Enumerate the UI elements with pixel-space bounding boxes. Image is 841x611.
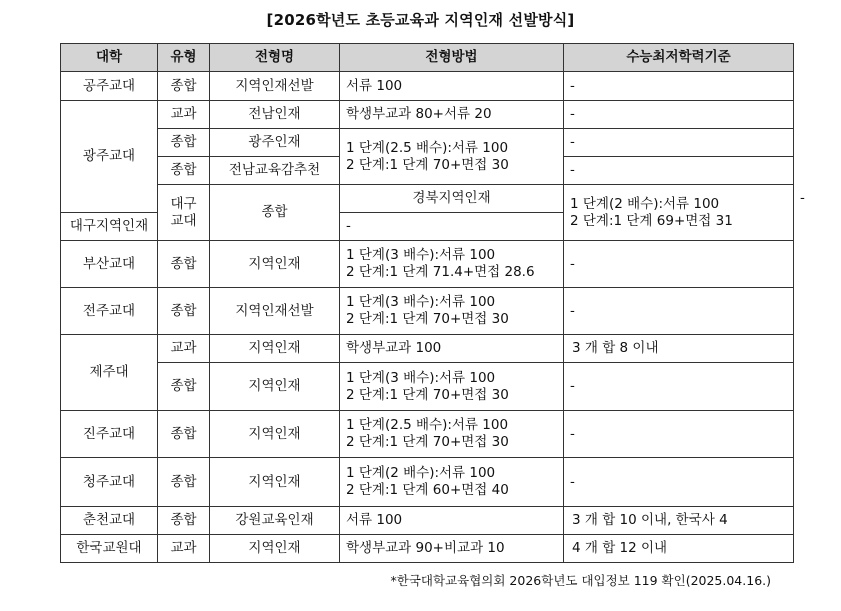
method-line-1: 1 단계(2.5 배수):서류 100	[346, 417, 509, 433]
method-cell	[340, 363, 564, 411]
method-cell: 서류 100	[340, 507, 564, 535]
type-cell: 종합	[158, 129, 210, 157]
table-row	[61, 288, 794, 335]
method-cell: 학생부교과 80+서류 20	[340, 101, 564, 129]
admission-name-cell: 전남교육감추천	[210, 157, 340, 185]
method-line-1: 1 단계(3 배수):서류 100	[346, 294, 496, 310]
table-row	[61, 129, 794, 157]
method-cell	[340, 241, 564, 288]
table-row	[61, 458, 794, 507]
method-cell: 서류 100	[340, 72, 564, 101]
method-cell	[340, 129, 564, 185]
university-cell: 제주대	[61, 335, 158, 411]
university-cell: 청주교대	[61, 458, 158, 507]
admission-name-cell: 지역인재선발	[210, 288, 340, 335]
university-cell: 전주교대	[61, 288, 158, 335]
university-cell: 공주교대	[61, 72, 158, 101]
table-row	[61, 507, 794, 535]
table-row	[61, 363, 794, 411]
university-cell: 진주교대	[61, 411, 158, 458]
csat-cell: 3 개 합 8 이내	[564, 335, 794, 363]
method-line-1: 1 단계(2.5 배수):서류 100	[346, 139, 509, 156]
table-row	[61, 241, 794, 288]
header-university: 대학	[61, 44, 158, 72]
csat-cell: -	[564, 72, 794, 101]
method-line-2: 2 단계:1 단계 70+면접 30	[346, 156, 509, 173]
csat-cell: -	[564, 157, 794, 185]
method-line-1: 1 단계(3 배수):서류 100	[346, 369, 496, 386]
header-csat-minimum: 수능최저학력기준	[564, 44, 794, 72]
admission-name-cell: 경북지역인재	[340, 185, 564, 213]
admission-name-cell: 지역인재	[210, 335, 340, 363]
csat-cell: -	[564, 241, 794, 288]
type-cell: 교과	[158, 101, 210, 129]
method-cell	[340, 411, 564, 458]
type-cell: 종합	[158, 363, 210, 411]
admission-name-cell: 광주인재	[210, 129, 340, 157]
type-cell: 종합	[158, 72, 210, 101]
method-cell	[340, 288, 564, 335]
university-cell: 부산교대	[61, 241, 158, 288]
type-cell: 종합	[158, 411, 210, 458]
method-line-2: 2 단계:1 단계 70+면접 30	[346, 386, 509, 403]
header-admission-name: 전형명	[210, 44, 340, 72]
type-cell: 종합	[210, 185, 340, 241]
type-cell: 종합	[158, 458, 210, 507]
type-cell: 교과	[158, 535, 210, 563]
method-line-2: 2 단계:1 단계 69+면접 31	[570, 212, 733, 229]
admission-name-cell: 지역인재	[210, 241, 340, 288]
admission-name-cell: 지역인재	[210, 411, 340, 458]
method-cell	[564, 185, 794, 241]
csat-cell: -	[564, 411, 794, 458]
type-cell: 종합	[158, 288, 210, 335]
method-line-2: 2 단계:1 단계 60+면접 40	[346, 482, 509, 498]
table-row: 대구교대 종합 경북지역인재 1 단계(2 배수):서류 100 2 단계:1 단계 69+면접 31 -	[61, 185, 794, 213]
admission-name-cell: 대구지역인재	[61, 213, 158, 241]
type-cell: 교과	[158, 335, 210, 363]
university-cell: 춘천교대	[61, 507, 158, 535]
university-cell: 광주교대	[61, 101, 158, 213]
table-row	[61, 411, 794, 458]
csat-cell: -	[564, 458, 794, 507]
csat-cell: 4 개 합 12 이내	[564, 535, 794, 563]
header-method: 전형방법	[340, 44, 564, 72]
method-line-2: 2 단계:1 단계 70+면접 30	[346, 434, 509, 450]
csat-cell: 3 개 합 10 이내, 한국사 4	[564, 507, 794, 535]
method-cell: 학생부교과 90+비교과 10	[340, 535, 564, 563]
admission-name-cell: 지역인재	[210, 363, 340, 411]
source-footnote: *한국대학교육협의회 2026학년도 대입정보 119 확인(2025.04.16.)	[390, 573, 771, 588]
table-header-row	[61, 44, 794, 72]
admission-name-cell: 지역인재	[210, 535, 340, 563]
admission-name-cell: 강원교육인재	[210, 507, 340, 535]
header-type: 유형	[158, 44, 210, 72]
table-row	[61, 335, 794, 363]
type-cell: 종합	[158, 241, 210, 288]
type-cell: 종합	[158, 157, 210, 185]
type-cell: 종합	[158, 507, 210, 535]
csat-cell: -	[564, 288, 794, 335]
method-line-2: 2 단계:1 단계 71.4+면접 28.6	[346, 264, 535, 280]
university-cell: 한국교원대	[61, 535, 158, 563]
admission-name-cell: 지역인재	[210, 458, 340, 507]
page-title: [2026학년도 초등교육과 지역인재 선발방식]	[266, 11, 575, 29]
admission-name-cell: 지역인재선발	[210, 72, 340, 101]
admission-name-cell: 전남인재	[210, 101, 340, 129]
csat-cell: -	[564, 101, 794, 129]
table-row	[61, 101, 794, 129]
csat-cell: -	[564, 129, 794, 157]
method-line-2: 2 단계:1 단계 70+면접 30	[346, 311, 509, 327]
method-line-1: 1 단계(2 배수):서류 100	[570, 195, 720, 212]
method-line-1: 1 단계(3 배수):서류 100	[346, 247, 496, 263]
method-cell	[340, 458, 564, 507]
admission-table	[60, 43, 805, 563]
csat-cell: -	[340, 213, 564, 241]
table-row	[61, 72, 794, 101]
table-row	[61, 535, 794, 563]
method-line-1: 1 단계(2 배수):서류 100	[346, 465, 496, 481]
csat-cell: -	[564, 363, 794, 411]
method-cell: 학생부교과 100	[340, 335, 564, 363]
university-cell: 대구교대	[158, 185, 210, 241]
